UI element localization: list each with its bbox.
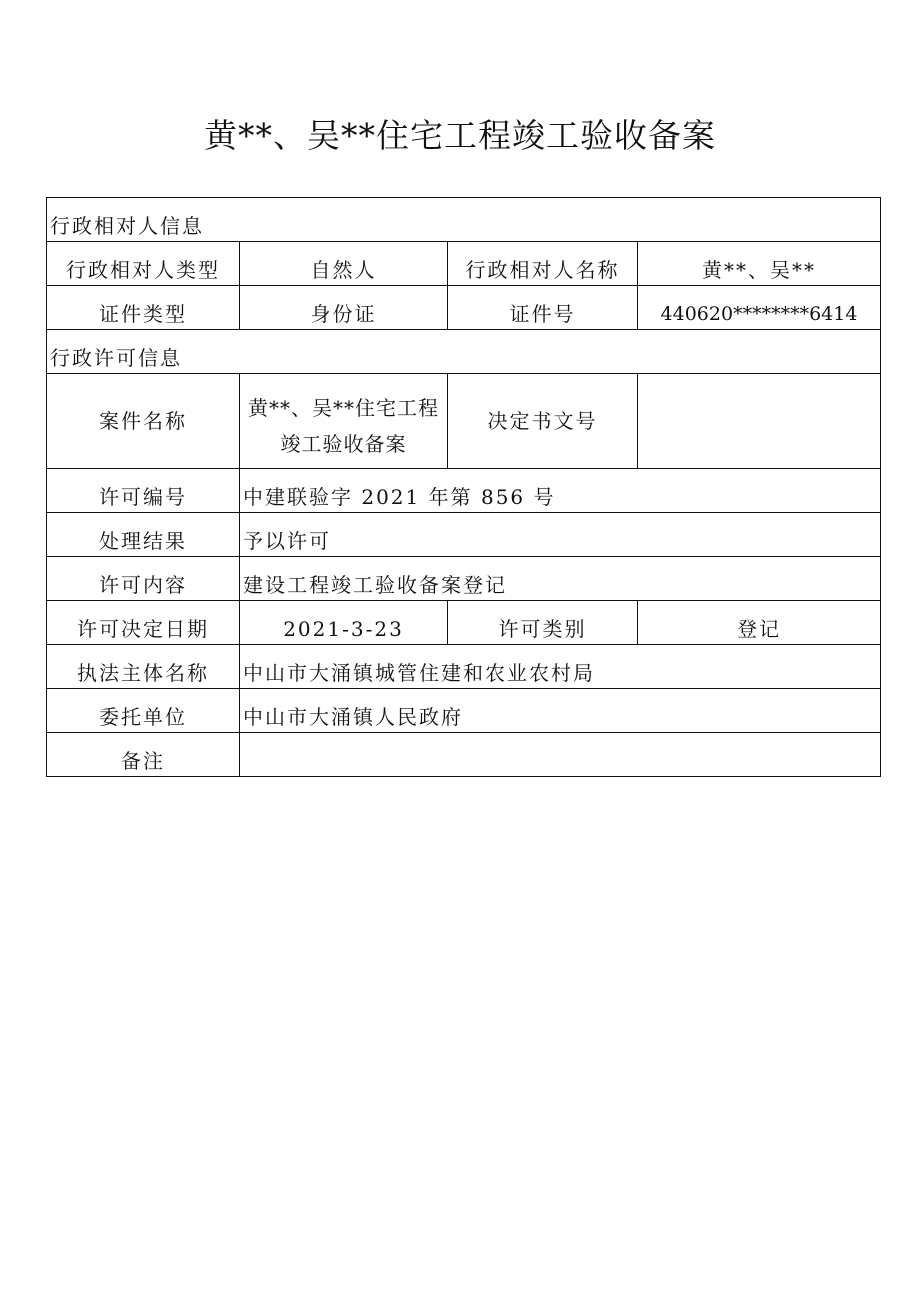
entrusted-label: 委托单位 [47, 689, 240, 733]
remarks-value [240, 733, 881, 777]
table-row [47, 242, 881, 286]
table-row [47, 733, 881, 777]
case-name-text: 黄**、吴**住宅工程竣工验收备案 [248, 396, 439, 456]
result-label: 处理结果 [47, 513, 240, 557]
section-row-license [47, 330, 881, 374]
table-row [47, 557, 881, 601]
authority-value: 中山市大涌镇城管住建和农业农村局 [240, 645, 881, 689]
party-name-value: 黄**、吴** [638, 242, 881, 286]
party-type-label: 行政相对人类型 [47, 242, 240, 286]
table-row [47, 601, 881, 645]
decision-number-value [638, 374, 881, 469]
table-row [47, 645, 881, 689]
table-row [47, 689, 881, 733]
case-name-value [240, 374, 448, 469]
content-value: 建设工程竣工验收备案登记 [240, 557, 881, 601]
case-name-label: 案件名称 [47, 374, 240, 469]
content-label: 许可内容 [47, 557, 240, 601]
party-name-label: 行政相对人名称 [448, 242, 638, 286]
table-row [47, 374, 881, 469]
permit-number-label: 许可编号 [47, 469, 240, 513]
section-row-party [47, 198, 881, 242]
id-number-value: 440620********6414 [638, 286, 881, 330]
entrusted-value: 中山市大涌镇人民政府 [240, 689, 881, 733]
result-value: 予以许可 [240, 513, 881, 557]
table-row [47, 286, 881, 330]
document-title: 黄**、吴**住宅工程竣工验收备案 [204, 116, 716, 155]
remarks-label: 备注 [47, 733, 240, 777]
decision-number-label: 决定书文号 [448, 374, 638, 469]
permit-number-value: 中建联验字 2021 年第 856 号 [240, 469, 881, 513]
section-heading-license: 行政许可信息 [47, 330, 881, 374]
decision-date-label: 许可决定日期 [47, 601, 240, 645]
id-number-label: 证件号 [448, 286, 638, 330]
decision-date-value: 2021-3-23 [240, 601, 448, 645]
section-heading-party: 行政相对人信息 [47, 198, 881, 242]
category-value: 登记 [638, 601, 881, 645]
table-row [47, 469, 881, 513]
authority-label: 执法主体名称 [47, 645, 240, 689]
party-type-value: 自然人 [240, 242, 448, 286]
table-row [47, 513, 881, 557]
record-table [46, 197, 881, 777]
id-type-value: 身份证 [240, 286, 448, 330]
id-type-label: 证件类型 [47, 286, 240, 330]
category-label: 许可类别 [448, 601, 638, 645]
